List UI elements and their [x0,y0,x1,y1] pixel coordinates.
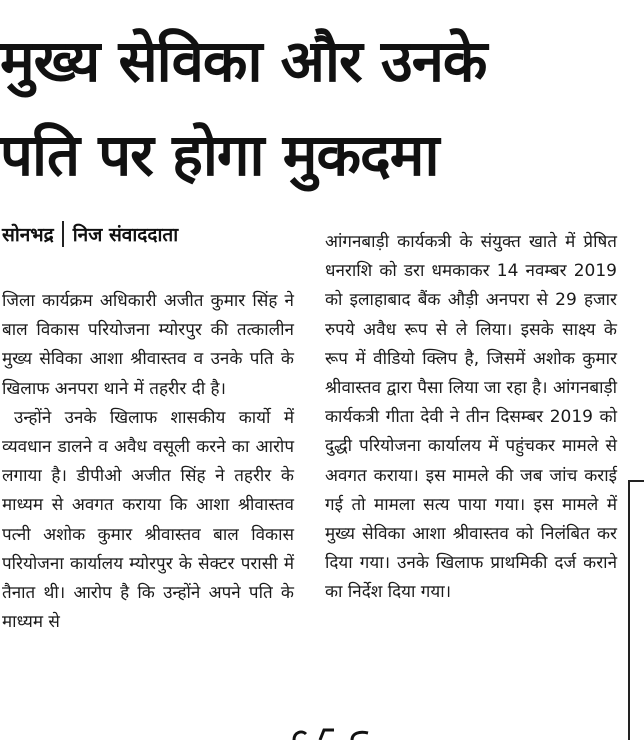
article-paragraph: जिला कार्यक्रम अधिकारी अजीत कुमार सिंह ने बाल विकास परियोजना म्योरपुर की तत्कालीन मुख्य सेविका आशा श्रीवास्तव व उनके पति के खिलाफ अनपरा थाने में तहरीर दी है। [2,291,294,399]
byline [2,220,178,248]
cropped-next-headline-fragment [290,728,380,740]
article-column-left [2,287,294,637]
byline-reporter: निज संवाददाता [72,224,179,246]
article-column-right [325,228,617,608]
headline-line-1: मुख्य सेविका और उनके [0,27,487,95]
headline [0,14,644,202]
article-paragraph: उन्होंने उनके खिलाफ शासकीय कार्यो में व्यवधान डालने व अवैध वसूली करने का आरोप लगाया है। डीपीओ अजीत सिंह ने तहरीर के माध्यम से अवगत कराया कि आशा श्रीवास्तव पत्नी अशोक कुमार श्रीवास्तव बाल विकास परियोजना कार्यालय म्योरपुर के सेक्टर परासी में तैनात थी। आरोप है कि उन्होंने अपने पति के माध्यम से [2,407,294,633]
byline-divider [62,221,64,247]
byline-place: सोनभद्र [2,224,54,246]
adjacent-article-rule [628,480,630,740]
article-paragraph: आंगनबाड़ी कार्यकत्री के संयुक्त खाते में प्रेषित धनराशि को डरा धमकाकर 14 नवम्बर 2019 को इलाहाबाद बैंक औड़ी अनपरा से 29 हजार रुपये अवैध रूप से ले लिया। इसके साक्ष्य के रूप में वीडियो क्लिप है, जिसमें अशोक कुमार श्रीवास्तव द्वारा पैसा लिया जा रहा है। आंगनबाड़ी कार्यकत्री गीता देवी ने तीन दिसम्बर 2019 को दुद्धी परियोजना कार्यालय में पहुंचकर मामले से अवगत कराया। इस मामले की जब जांच कराई गई तो मामला सत्य पाया गया। इस मामले में मुख्य सेविका आशा श्रीवास्तव को निलंबित कर दिया गया। उनके खिलाफ प्राथमिकी दर्ज कराने का निर्देश दिया गया। [325,232,618,603]
headline-line-2: पति पर होगा मुकदमा [0,121,439,189]
